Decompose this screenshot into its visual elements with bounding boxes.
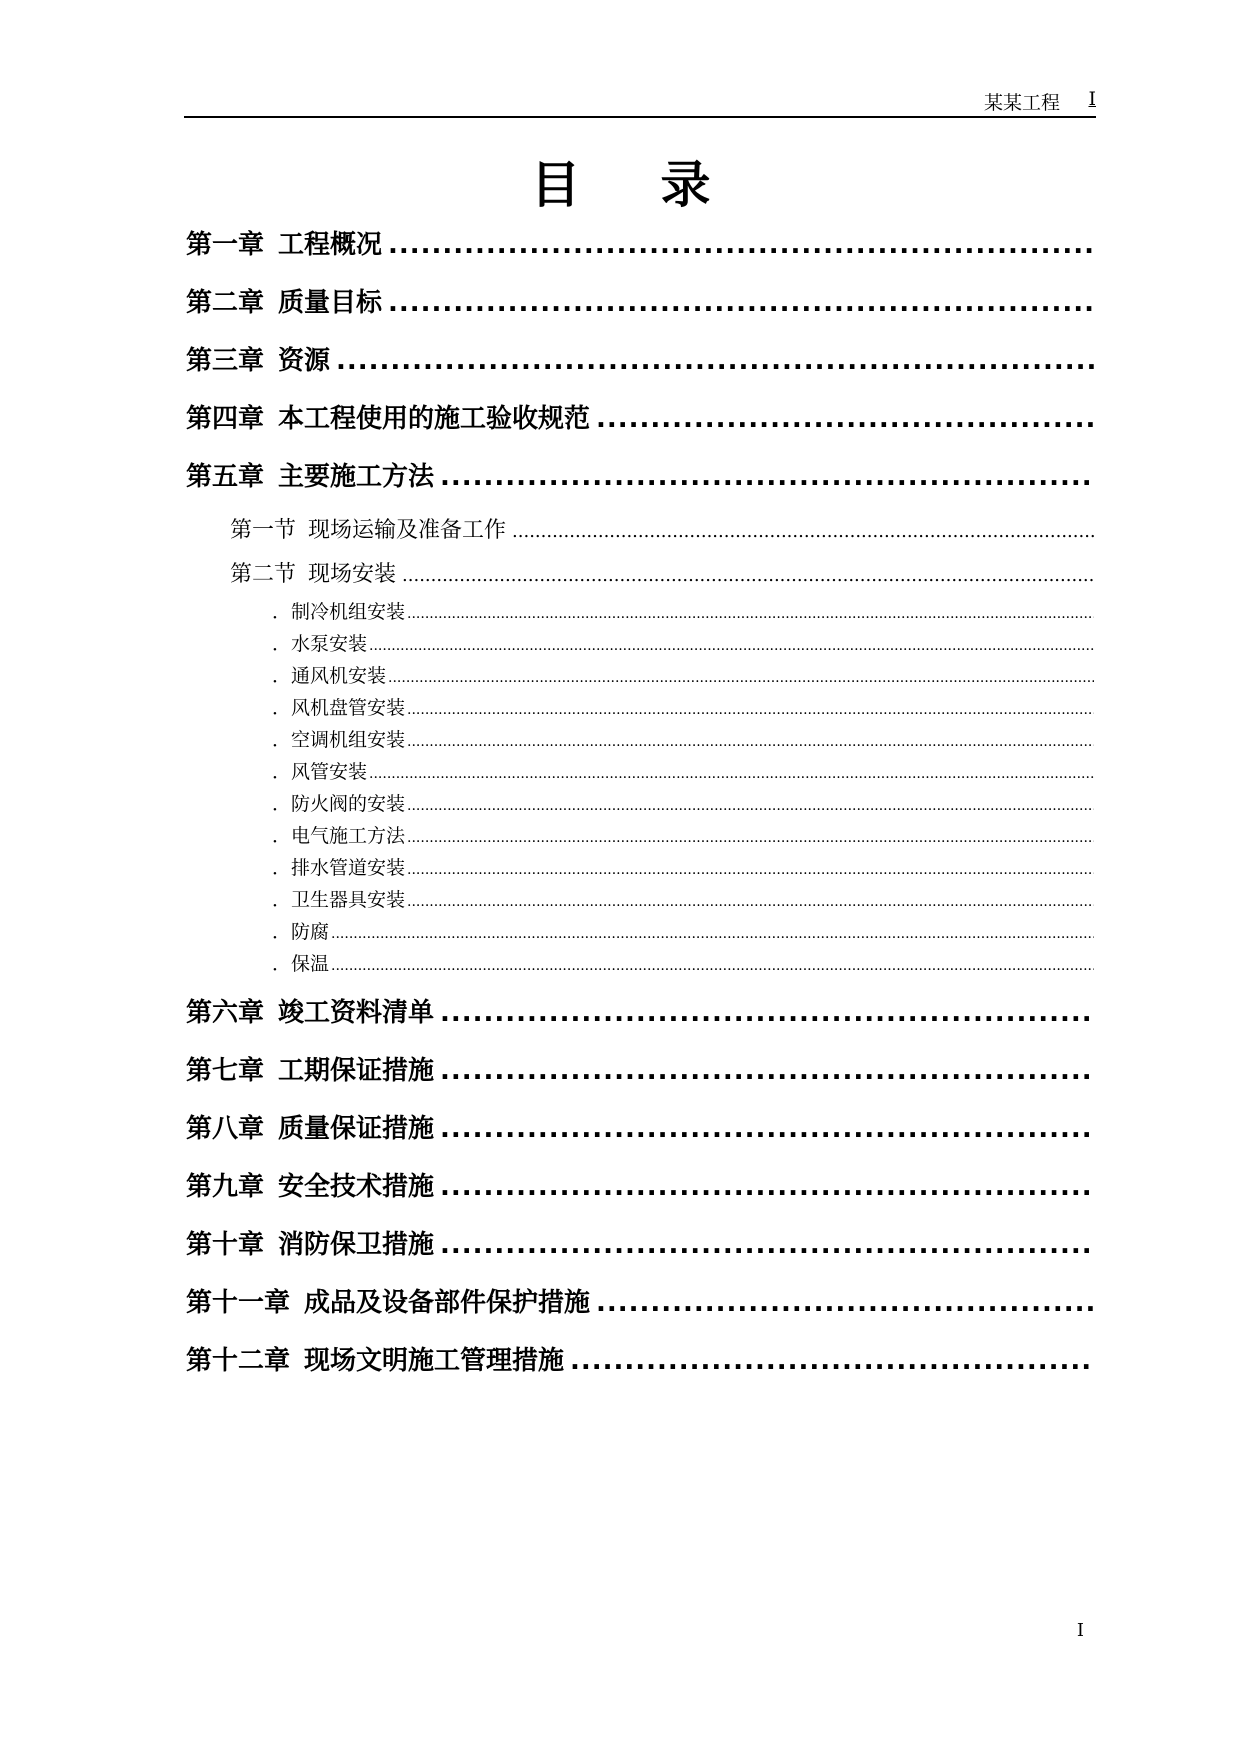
chapter-number: 第八章	[186, 1114, 265, 1144]
item-title: ．防火阀的安装	[272, 793, 406, 815]
leader-dots	[388, 283, 1094, 323]
item-title: ．制冷机组安装	[272, 601, 406, 623]
chapter-title: 主要施工方法	[278, 462, 435, 492]
leader-dots	[407, 855, 1094, 885]
section-number: 第二节	[230, 562, 297, 587]
chapter-number: 第二章	[186, 288, 265, 318]
chapter-title: 消防保卫措施	[278, 1230, 435, 1260]
chapter-number: 第一章	[186, 230, 265, 260]
section-number: 第一节	[230, 518, 297, 543]
toc-item-6[interactable]	[272, 757, 1094, 789]
chapter-title: 成品及设备部件保护措施	[304, 1288, 591, 1318]
leader-dots	[440, 1109, 1094, 1149]
leader-dots	[407, 887, 1094, 917]
item-title: ．卫生器具安装	[272, 889, 406, 911]
leader-dots	[440, 1167, 1094, 1207]
chapter-number: 第六章	[186, 998, 265, 1028]
header-page-number: I	[1088, 88, 1096, 110]
toc-chapter-4[interactable]	[186, 399, 1094, 439]
toc-chapter-2[interactable]	[186, 283, 1094, 323]
toc-chapter-6[interactable]	[186, 993, 1094, 1033]
toc-section-2[interactable]	[230, 559, 1094, 592]
item-title: ．风管安装	[272, 761, 368, 783]
toc-title: 目录	[530, 156, 791, 214]
leader-dots	[336, 341, 1094, 381]
toc-chapter-11[interactable]	[186, 1283, 1094, 1323]
leader-dots	[407, 695, 1094, 725]
chapter-number: 第十一章	[186, 1288, 291, 1318]
toc-item-2[interactable]	[272, 629, 1094, 661]
toc-item-1[interactable]	[272, 597, 1094, 629]
footer-page-number: I	[1076, 1620, 1084, 1641]
chapter-number: 第三章	[186, 346, 265, 376]
leader-dots	[440, 1051, 1094, 1091]
toc-chapter-12[interactable]	[186, 1341, 1094, 1381]
leader-dots	[407, 823, 1094, 853]
chapter-number: 第七章	[186, 1056, 265, 1086]
item-title: ．空调机组安装	[272, 729, 406, 751]
toc-chapter-9[interactable]	[186, 1167, 1094, 1207]
page-header	[184, 86, 1096, 118]
item-title: ．保温	[272, 953, 330, 975]
toc-item-4[interactable]	[272, 693, 1094, 725]
toc-item-11[interactable]	[272, 917, 1094, 949]
leader-dots	[402, 560, 1094, 592]
leader-dots	[369, 631, 1094, 661]
leader-dots	[407, 791, 1094, 821]
chapter-title: 资源	[278, 346, 331, 376]
leader-dots	[440, 457, 1094, 497]
chapter-number: 第四章	[186, 404, 265, 434]
item-title: ．通风机安装	[272, 665, 387, 687]
toc-chapter-5[interactable]	[186, 457, 1094, 497]
toc-item-12[interactable]	[272, 949, 1094, 981]
chapter-number: 第十二章	[186, 1346, 291, 1376]
section-title: 现场运输及准备工作	[308, 518, 507, 543]
chapter-title: 质量保证措施	[278, 1114, 435, 1144]
leader-dots	[596, 399, 1094, 439]
chapter-title: 竣工资料清单	[278, 998, 435, 1028]
leader-dots	[331, 919, 1094, 949]
leader-dots	[440, 1225, 1094, 1265]
toc-chapter-7[interactable]	[186, 1051, 1094, 1091]
toc-item-8[interactable]	[272, 821, 1094, 853]
toc-item-9[interactable]	[272, 853, 1094, 885]
section-title: 现场安装	[308, 562, 397, 587]
toc-chapter-3[interactable]	[186, 341, 1094, 381]
leader-dots	[388, 225, 1094, 265]
chapter-number: 第九章	[186, 1172, 265, 1202]
toc-section-1[interactable]	[230, 515, 1094, 548]
toc-item-7[interactable]	[272, 789, 1094, 821]
leader-dots	[407, 599, 1094, 629]
chapter-title: 安全技术措施	[278, 1172, 435, 1202]
chapter-title: 质量目标	[278, 288, 383, 318]
leader-dots	[596, 1283, 1094, 1323]
item-title: ．防腐	[272, 921, 330, 943]
toc-chapter-10[interactable]	[186, 1225, 1094, 1265]
item-title: ．排水管道安装	[272, 857, 406, 879]
toc-item-3[interactable]	[272, 661, 1094, 693]
leader-dots	[440, 993, 1094, 1033]
leader-dots	[570, 1341, 1094, 1381]
leader-dots	[407, 727, 1094, 757]
leader-dots	[331, 951, 1094, 981]
chapter-number: 第五章	[186, 462, 265, 492]
item-title: ．风机盘管安装	[272, 697, 406, 719]
header-title: 某某工程	[983, 92, 1060, 114]
leader-dots	[369, 759, 1094, 789]
leader-dots	[388, 663, 1094, 693]
item-title: ．水泵安装	[272, 633, 368, 655]
toc-item-5[interactable]	[272, 725, 1094, 757]
item-title: ．电气施工方法	[272, 825, 406, 847]
chapter-title: 本工程使用的施工验收规范	[278, 404, 591, 434]
toc-item-10[interactable]	[272, 885, 1094, 917]
chapter-number: 第十章	[186, 1230, 265, 1260]
chapter-title: 工期保证措施	[278, 1056, 435, 1086]
leader-dots	[512, 516, 1094, 548]
chapter-title: 现场文明施工管理措施	[304, 1346, 565, 1376]
toc-chapter-1[interactable]	[186, 225, 1094, 265]
chapter-title: 工程概况	[278, 230, 383, 260]
toc-chapter-8[interactable]	[186, 1109, 1094, 1149]
